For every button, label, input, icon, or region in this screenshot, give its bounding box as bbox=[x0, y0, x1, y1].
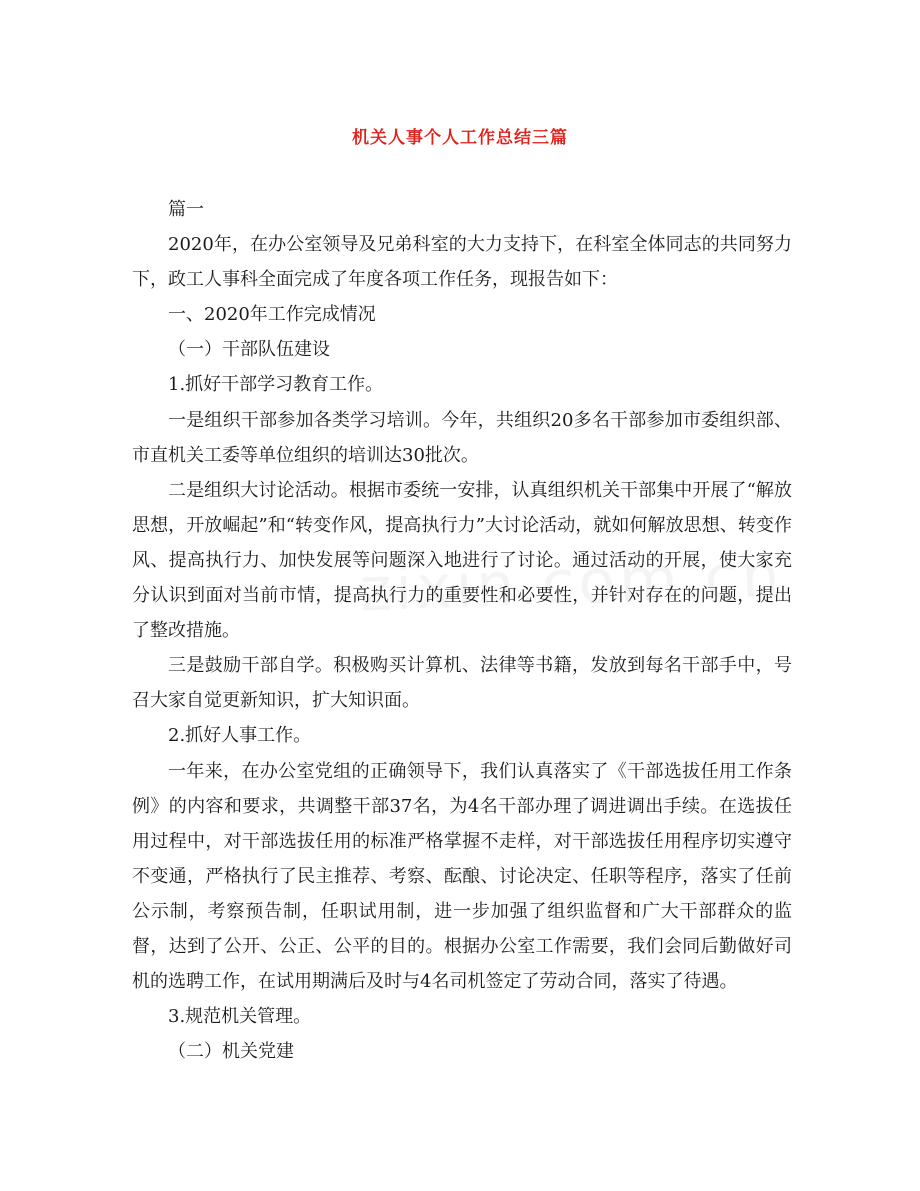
paragraph-self-study: 三是鼓励干部自学。积极购买计算机、法律等书籍，发放到每名干部手中，号召大家自觉更新知识，扩大知识面。 bbox=[132, 655, 792, 712]
heading-party-building: （二）机关党建 bbox=[168, 1041, 294, 1063]
paragraph-training: 一是组织干部参加各类学习培训。今年，共组织20多名干部参加市委组织部、市直机关工委等单位组织的培训达30批次。 bbox=[132, 409, 792, 466]
paragraph-discussion: 二是组织大讨论活动。根据市委统一安排，认真组织机关干部集中开展了“解放思想，开放崛起”和“转变作风，提高执行力”大讨论活动，就如何解放思想、转变作风、提高执行力、加快发展等问题深入地进行了讨论。通过活动的开展，使大家充分认识到面对当前市情，提高执行力的重要性和必要性，并针对存在的问题，提出了整改措施。 bbox=[132, 479, 792, 642]
heading-cadre-team: （一）干部队伍建设 bbox=[168, 339, 330, 361]
heading-personnel-work: 2.抓好人事工作。 bbox=[168, 725, 312, 747]
heading-work-completion: 一、2020年工作完成情况 bbox=[168, 304, 376, 326]
intro-paragraph: 2020年，在办公室领导及兄弟科室的大力支持下，在科室全体同志的共同努力下，政工人事科全面完成了年度各项工作任务，现报告如下： bbox=[132, 234, 792, 291]
section-heading-part-one: 篇一 bbox=[168, 199, 204, 220]
document-body bbox=[132, 192, 792, 1069]
document-title: 机关人事个人工作总结三篇 bbox=[352, 128, 568, 148]
heading-study-education: 1.抓好干部学习教育工作。 bbox=[168, 374, 384, 396]
heading-office-management: 3.规范机关管理。 bbox=[168, 1006, 312, 1028]
paragraph-personnel: 一年来，在办公室党组的正确领导下，我们认真落实了《干部选拔任用工作条例》的内容和要求，共调整干部37名，为4名干部办理了调进调出手续。在选拔任用过程中，对干部选拔任用的标准严格掌握不走样，对干部选拔任用程序切实遵守不变通，严格执行了民主推荐、考察、酝酿、讨论决定、任职等程序，落实了任前公示制，考察预告制，任职试用制，进一步加强了组织监督和广大干部群众的监督，达到了公开、公正、公平的目的。根据办公室工作需要，我们会同后勤做好司机的选聘工作，在试用期满后及时与4名司机签定了劳动合同，落实了待遇。 bbox=[132, 760, 792, 993]
